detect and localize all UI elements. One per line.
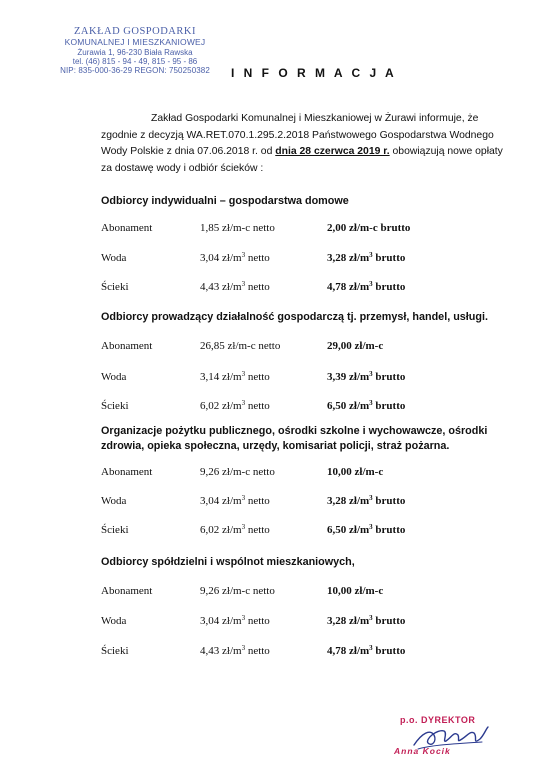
fee-name: Abonament <box>101 466 153 478</box>
fee-name: Abonament <box>101 585 153 597</box>
fee-name: Abonament <box>101 340 153 352</box>
price-row <box>101 371 521 387</box>
price-row <box>101 400 521 416</box>
price-row <box>101 615 521 631</box>
gross-price: 4,78 $zł/m^3$ brutto <box>327 644 406 657</box>
net-price: 6,02 $zł/m^3$ netto <box>200 399 270 412</box>
gross-price: 3,39 $zł/m^3$ brutto <box>327 370 406 383</box>
price-row <box>101 585 521 601</box>
price-row <box>101 466 521 482</box>
fee-name: Ścieki <box>101 400 129 412</box>
gross-price: 2,00 zł/m-c brutto <box>327 222 411 234</box>
price-row <box>101 495 521 511</box>
stamp-phone: tel. (46) 815 - 94 - 49, 815 - 95 - 86 <box>72 57 198 67</box>
fee-name: Woda <box>101 252 127 264</box>
signature-name: Anna Kocik <box>394 746 451 756</box>
fee-name: Ścieki <box>101 281 129 293</box>
intro-effective-date: dnia 28 czerwca 2019 r. <box>275 146 390 158</box>
fee-name: Ścieki <box>101 524 129 536</box>
price-row <box>101 340 521 356</box>
gross-price: 29,00 zł/m-c <box>327 340 384 352</box>
net-price: 3,04 $zł/m^3$ netto <box>200 614 270 627</box>
director-signature <box>382 715 502 760</box>
stamp-line-2: KOMUNALNEJ I MIESZKANIOWEJ <box>64 37 206 48</box>
net-price: 6,02 $zł/m^3$ netto <box>200 523 270 536</box>
fee-name: Woda <box>101 495 127 507</box>
section-heading: Odbiorcy prowadzący działalność gospodarczą tj. przemysł, handel, usługi. <box>101 311 488 323</box>
price-row <box>101 524 521 540</box>
net-price: 4,43 $zł/m^3$ netto <box>200 644 270 657</box>
intro-text-before: Zakład Gospodarki Komunalnej i Mieszkaniowej w Żurawi informuje, że zgodnie z decyzją WA.RET.070.1.295.2.2018 Państwowego Gospodarstwa Wodnego Wody Polskie z dnia 07.06.2018 r. od <box>101 113 494 158</box>
net-price: 3,04 $zł/m^3$ netto <box>200 251 270 264</box>
net-price: 3,04 $zł/m^3$ netto <box>200 494 270 507</box>
gross-price: 3,28 $zł/m^3$ brutto <box>327 494 406 507</box>
section-heading: Organizacje pożytku publicznego, ośrodki szkolne i wychowawcze, ośrodki zdrowia, opieka społeczna, urzędy, komisariat policji, straż pożarna. <box>101 425 488 452</box>
stamp-nip-regon: NIP: 835-000-36-29 REGON: 750250382 <box>60 66 210 76</box>
fee-name: Ścieki <box>101 645 129 657</box>
section-heading: Odbiorcy spółdzielni i wspólnot mieszkaniowych, <box>101 556 355 568</box>
gross-price: 4,78 $zł/m^3$ brutto <box>327 280 406 293</box>
fee-name: Abonament <box>101 222 153 234</box>
net-price: 9,26 zł/m-c netto <box>200 585 275 597</box>
gross-price: 10,00 zł/m-c <box>327 466 384 478</box>
gross-price: 6,50 $zł/m^3$ brutto <box>327 523 406 536</box>
net-price: 3,14 $zł/m^3$ netto <box>200 370 270 383</box>
gross-price: 6,50 $zł/m^3$ brutto <box>327 399 406 412</box>
fee-name: Woda <box>101 615 127 627</box>
company-stamp <box>50 26 220 75</box>
gross-price: 3,28 $zł/m^3$ brutto <box>327 614 406 627</box>
net-price: 9,26 zł/m-c netto <box>200 466 275 478</box>
price-row <box>101 252 521 268</box>
gross-price: 3,28 $zł/m^3$ brutto <box>327 251 406 264</box>
gross-price: 10,00 zł/m-c <box>327 585 384 597</box>
signature-role: p.o. DYREKTOR <box>400 715 476 725</box>
stamp-address: Żurawia 1, 96-230 Biała Rawska <box>77 47 193 57</box>
stamp-line-1: ZAKŁAD GOSPODARKI <box>74 26 196 37</box>
section-heading: Odbiorcy indywidualni – gospodarstwa domowe <box>101 195 349 207</box>
net-price: 26,85 zł/m-c netto <box>200 340 281 352</box>
intro-paragraph <box>101 111 515 177</box>
price-row <box>101 645 521 661</box>
price-row <box>101 222 521 238</box>
price-row <box>101 281 521 297</box>
intro-text-after: obowiązują nowe opłaty za dostawę wody i odbiór ścieków : <box>101 146 503 174</box>
document-title: I N F O R M A C J A <box>231 66 397 80</box>
fee-name: Woda <box>101 371 127 383</box>
net-price: 4,43 $zł/m^3$ netto <box>200 280 270 293</box>
net-price: 1,85 zł/m-c netto <box>200 222 275 234</box>
